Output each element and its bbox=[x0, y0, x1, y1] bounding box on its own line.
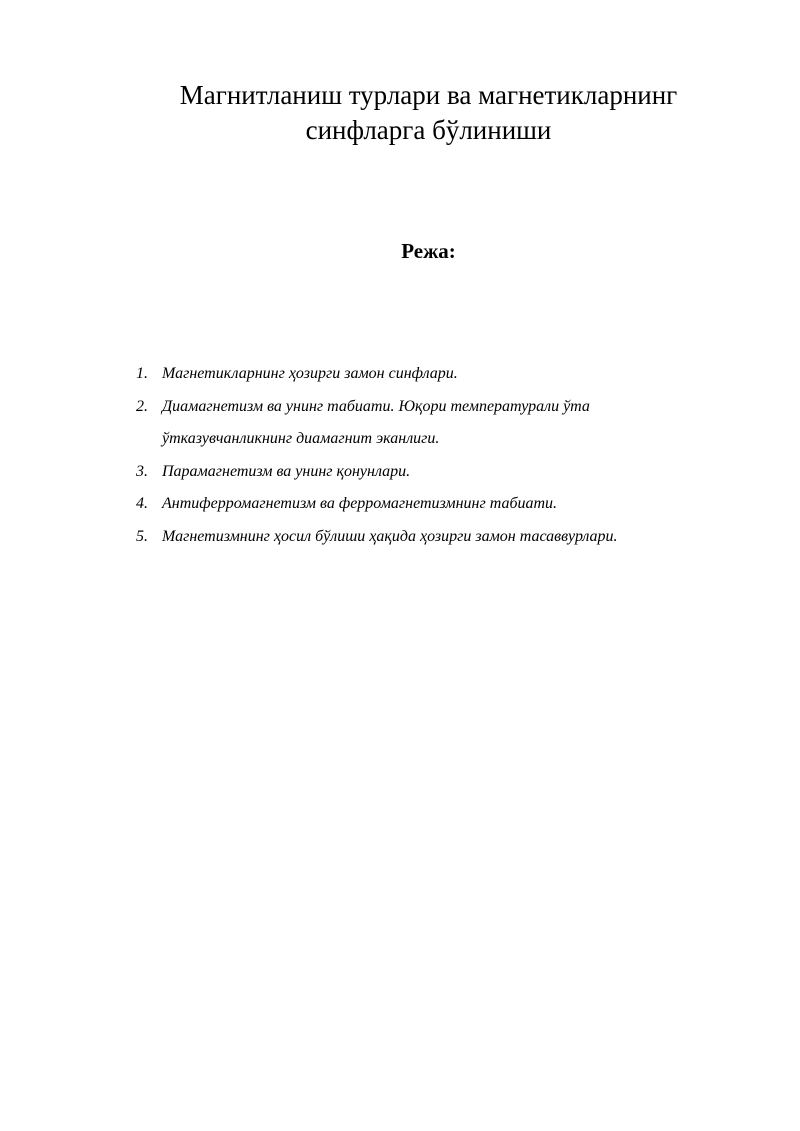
plan-heading: Режа: bbox=[401, 239, 456, 263]
plan-list bbox=[136, 358, 736, 553]
plan-item-5 bbox=[136, 521, 736, 554]
plan-item-number: 5. bbox=[136, 527, 148, 545]
plan-item-number: 4. bbox=[136, 495, 148, 512]
plan-item-number: 1. bbox=[136, 365, 148, 382]
plan-item-text bbox=[162, 391, 736, 456]
plan-item-2 bbox=[136, 391, 736, 456]
plan-item-3 bbox=[136, 456, 736, 489]
plan-item-number: 2. bbox=[136, 397, 148, 415]
document-title-line-2: синфларга бўлиниши bbox=[305, 115, 552, 145]
plan-item-text-line-2: ўтказувчанликнинг диамагнит эканлиги. bbox=[162, 430, 440, 447]
plan-item-text-line-1: Парамагнетизм ва унинг қонунлари. bbox=[162, 462, 411, 480]
plan-item-text bbox=[162, 358, 736, 391]
plan-item-text-line-1: Антиферромагнетизм ва ферромагнетизмнинг табиати. bbox=[162, 495, 558, 512]
plan-item-text bbox=[162, 456, 736, 489]
plan-item-text bbox=[162, 521, 736, 554]
document-title bbox=[100, 78, 757, 148]
document-title-line-1: Магнитланиш турлари ва магнетикларнинг bbox=[179, 80, 678, 110]
plan-item-number: 3. bbox=[136, 462, 148, 480]
plan-item-text-line-1: Магнетикларнинг ҳозирги замон синфлари. bbox=[162, 365, 458, 382]
plan-item-text-line-1: Магнетизмнинг ҳосил бўлиши ҳақида ҳозирги замон тасаввурлари. bbox=[162, 527, 618, 545]
plan-item-1 bbox=[136, 358, 736, 391]
plan-item-text-line-1: Диамагнетизм ва унинг табиати. Юқори температурали ўта bbox=[162, 397, 590, 415]
plan-item-4 bbox=[136, 488, 736, 521]
plan-item-text bbox=[162, 488, 736, 521]
